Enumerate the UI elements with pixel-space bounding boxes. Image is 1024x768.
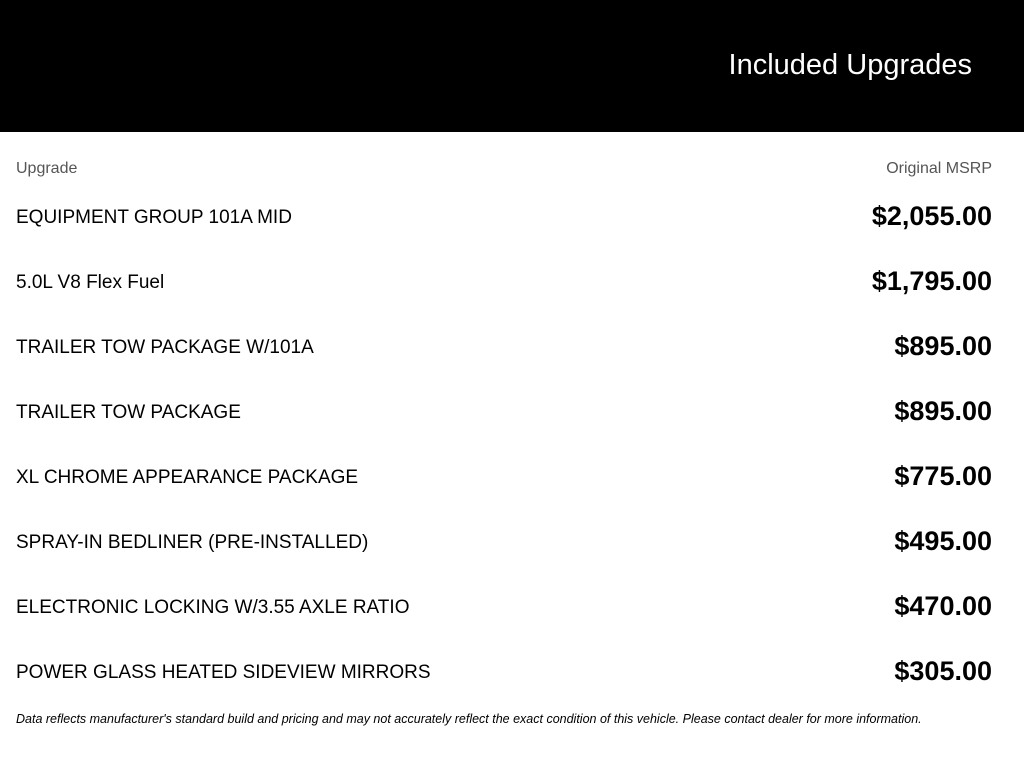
upgrades-table — [16, 160, 992, 686]
upgrade-price: $305.00 — [894, 656, 992, 686]
upgrade-name: TRAILER TOW PACKAGE W/101A — [16, 337, 314, 358]
upgrade-name: POWER GLASS HEATED SIDEVIEW MIRRORS — [16, 662, 431, 683]
table-row — [16, 460, 992, 525]
upgrade-name: TRAILER TOW PACKAGE — [16, 402, 241, 423]
upgrade-price: $495.00 — [894, 526, 992, 556]
table-row — [16, 655, 992, 720]
table-row — [16, 200, 992, 265]
upgrade-name: 5.0L V8 Flex Fuel — [16, 272, 165, 293]
upgrade-price: $895.00 — [894, 331, 992, 361]
table-row — [16, 265, 992, 330]
column-header-msrp: Original MSRP — [886, 160, 992, 177]
table-row — [16, 590, 992, 655]
upgrade-price: $775.00 — [894, 461, 992, 491]
table-row — [16, 330, 992, 395]
table-row — [16, 525, 992, 590]
column-headers — [16, 160, 992, 182]
upgrade-rows — [16, 200, 992, 720]
column-header-upgrade: Upgrade — [16, 160, 78, 177]
header-bar — [0, 0, 1024, 132]
upgrade-price: $2,055.00 — [871, 201, 992, 231]
upgrade-name: EQUIPMENT GROUP 101A MID — [16, 207, 292, 228]
upgrade-name: ELECTRONIC LOCKING W/3.55 AXLE RATIO — [16, 597, 410, 618]
disclaimer-text: Data reflects manufacturer's standard build and pricing and may not accurately reflect the exact condition of this vehicle. Please contact dealer for more information. — [16, 712, 922, 726]
page-title: Included Upgrades — [728, 49, 972, 81]
upgrade-price: $895.00 — [894, 396, 992, 426]
upgrade-price: $470.00 — [894, 591, 992, 621]
upgrade-price: $1,795.00 — [871, 266, 992, 296]
table-row — [16, 395, 992, 460]
upgrade-name: SPRAY-IN BEDLINER (PRE-INSTALLED) — [16, 532, 369, 553]
upgrade-name: XL CHROME APPEARANCE PACKAGE — [16, 467, 359, 488]
